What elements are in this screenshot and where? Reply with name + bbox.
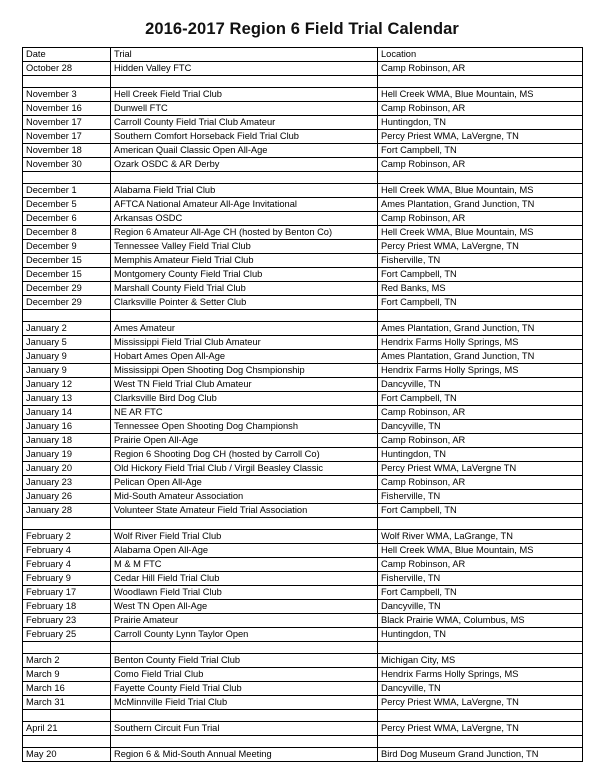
table-row (23, 558, 583, 572)
spacer-cell-date (23, 518, 111, 530)
table-row (23, 322, 583, 336)
cell-location: Huntingdon, TN (378, 448, 583, 462)
column-header-location: Location (378, 48, 583, 62)
table-row (23, 88, 583, 102)
cell-location: Fort Campbell, TN (378, 586, 583, 600)
table-row (23, 406, 583, 420)
cell-location: Red Banks, MS (378, 282, 583, 296)
table-row (23, 696, 583, 710)
cell-location: Fort Campbell, TN (378, 268, 583, 282)
table-row (23, 378, 583, 392)
cell-location: Wolf River WMA, LaGrange, TN (378, 530, 583, 544)
cell-location: Hendrix Farms Holly Springs, MS (378, 668, 583, 682)
cell-location: Hell Creek WMA, Blue Mountain, MS (378, 544, 583, 558)
cell-location: Camp Robinson, AR (378, 158, 583, 172)
cell-location: Fort Campbell, TN (378, 296, 583, 310)
table-row (23, 198, 583, 212)
cell-trial: Hidden Valley FTC (111, 62, 378, 76)
spacer-cell-location (378, 76, 583, 88)
cell-location: Hendrix Farms Holly Springs, MS (378, 336, 583, 350)
table-row (23, 544, 583, 558)
cell-date: January 16 (23, 420, 111, 434)
table-row (23, 350, 583, 364)
cell-date: December 29 (23, 282, 111, 296)
table-row (23, 240, 583, 254)
cell-date: November 17 (23, 116, 111, 130)
cell-location: Camp Robinson, AR (378, 406, 583, 420)
cell-location: Huntingdon, TN (378, 116, 583, 130)
cell-trial: Wolf River Field Trial Club (111, 530, 378, 544)
cell-date: January 23 (23, 476, 111, 490)
month-spacer-row (23, 310, 583, 322)
spacer-cell-trial (111, 518, 378, 530)
cell-date: February 23 (23, 614, 111, 628)
cell-trial: Carroll County Lynn Taylor Open (111, 628, 378, 642)
cell-trial: Region 6 & Mid-South Annual Meeting (111, 748, 378, 762)
table-row (23, 144, 583, 158)
spacer-cell-trial (111, 172, 378, 184)
cell-date: May 20 (23, 748, 111, 762)
cell-trial: Memphis Amateur Field Trial Club (111, 254, 378, 268)
spacer-cell-location (378, 710, 583, 722)
cell-location: Dancyville, TN (378, 378, 583, 392)
cell-trial: Fayette County Field Trial Club (111, 682, 378, 696)
month-spacer-row (23, 76, 583, 88)
cell-location: Percy Priest WMA, LaVergne, TN (378, 696, 583, 710)
cell-trial: Montgomery County Field Trial Club (111, 268, 378, 282)
cell-location: Dancyville, TN (378, 420, 583, 434)
cell-location: Camp Robinson, AR (378, 102, 583, 116)
cell-trial: Region 6 Shooting Dog CH (hosted by Carroll Co) (111, 448, 378, 462)
cell-date: January 26 (23, 490, 111, 504)
cell-trial: Mississippi Field Trial Club Amateur (111, 336, 378, 350)
cell-location: Fort Campbell, TN (378, 392, 583, 406)
table-row (23, 682, 583, 696)
table-row (23, 490, 583, 504)
spacer-cell-date (23, 710, 111, 722)
cell-trial: McMinnville Field Trial Club (111, 696, 378, 710)
cell-date: January 9 (23, 364, 111, 378)
spacer-cell-location (378, 310, 583, 322)
cell-location: Camp Robinson, AR (378, 212, 583, 226)
cell-location: Bird Dog Museum Grand Junction, TN (378, 748, 583, 762)
table-row (23, 364, 583, 378)
table-row (23, 448, 583, 462)
table-row (23, 462, 583, 476)
table-row (23, 420, 583, 434)
cell-location: Hell Creek WMA, Blue Mountain, MS (378, 88, 583, 102)
cell-date: October 28 (23, 62, 111, 76)
cell-date: December 29 (23, 296, 111, 310)
cell-location: Fort Campbell, TN (378, 504, 583, 518)
cell-location: Ames Plantation, Grand Junction, TN (378, 198, 583, 212)
spacer-cell-date (23, 76, 111, 88)
cell-date: February 4 (23, 544, 111, 558)
cell-trial: Carroll County Field Trial Club Amateur (111, 116, 378, 130)
cell-date: January 2 (23, 322, 111, 336)
table-row (23, 572, 583, 586)
cell-date: February 18 (23, 600, 111, 614)
column-header-date: Date (23, 48, 111, 62)
cell-location: Hendrix Farms Holly Springs, MS (378, 364, 583, 378)
month-spacer-row (23, 518, 583, 530)
table-row (23, 296, 583, 310)
cell-date: December 8 (23, 226, 111, 240)
column-header-trial: Trial (111, 48, 378, 62)
month-spacer-row (23, 710, 583, 722)
cell-location: Fisherville, TN (378, 254, 583, 268)
cell-date: January 13 (23, 392, 111, 406)
cell-trial: Ames Amateur (111, 322, 378, 336)
cell-trial: West TN Open All-Age (111, 600, 378, 614)
cell-location: Ames Plantation, Grand Junction, TN (378, 322, 583, 336)
cell-trial: Ozark OSDC & AR Derby (111, 158, 378, 172)
table-row (23, 504, 583, 518)
calendar-table-container (22, 47, 582, 762)
table-header-row (23, 48, 583, 62)
cell-date: March 2 (23, 654, 111, 668)
cell-trial: Como Field Trial Club (111, 668, 378, 682)
cell-trial: American Quail Classic Open All-Age (111, 144, 378, 158)
cell-trial: AFTCA National Amateur All-Age Invitational (111, 198, 378, 212)
cell-location: Hell Creek WMA, Blue Mountain, MS (378, 184, 583, 198)
cell-location: Fort Campbell, TN (378, 144, 583, 158)
table-row (23, 116, 583, 130)
cell-date: January 28 (23, 504, 111, 518)
cell-date: February 2 (23, 530, 111, 544)
cell-date: January 9 (23, 350, 111, 364)
cell-date: January 5 (23, 336, 111, 350)
cell-location: Michigan City, MS (378, 654, 583, 668)
table-row (23, 102, 583, 116)
month-spacer-row (23, 736, 583, 748)
table-row (23, 434, 583, 448)
cell-date: March 9 (23, 668, 111, 682)
cell-location: Dancyville, TN (378, 600, 583, 614)
cell-location: Fisherville, TN (378, 490, 583, 504)
cell-location: Percy Priest WMA, LaVergne TN (378, 462, 583, 476)
cell-date: January 18 (23, 434, 111, 448)
cell-date: February 25 (23, 628, 111, 642)
table-row (23, 628, 583, 642)
table-row (23, 392, 583, 406)
cell-trial: Benton County Field Trial Club (111, 654, 378, 668)
spacer-cell-trial (111, 642, 378, 654)
cell-location: Hell Creek WMA, Blue Mountain, MS (378, 226, 583, 240)
table-row (23, 668, 583, 682)
cell-date: November 30 (23, 158, 111, 172)
table-row (23, 62, 583, 76)
cell-date: March 31 (23, 696, 111, 710)
cell-location: Percy Priest WMA, LaVergne, TN (378, 240, 583, 254)
cell-trial: Prairie Open All-Age (111, 434, 378, 448)
cell-location: Camp Robinson, AR (378, 434, 583, 448)
cell-location: Black Prairie WMA, Columbus, MS (378, 614, 583, 628)
cell-trial: Arkansas OSDC (111, 212, 378, 226)
cell-date: April 21 (23, 722, 111, 736)
spacer-cell-date (23, 736, 111, 748)
month-spacer-row (23, 172, 583, 184)
table-row (23, 130, 583, 144)
cell-date: February 4 (23, 558, 111, 572)
cell-date: January 14 (23, 406, 111, 420)
cell-trial: Region 6 Amateur All-Age CH (hosted by Benton Co) (111, 226, 378, 240)
table-row (23, 476, 583, 490)
cell-date: December 6 (23, 212, 111, 226)
spacer-cell-trial (111, 710, 378, 722)
cell-date: November 18 (23, 144, 111, 158)
spacer-cell-location (378, 736, 583, 748)
cell-date: November 16 (23, 102, 111, 116)
spacer-cell-trial (111, 76, 378, 88)
spacer-cell-trial (111, 310, 378, 322)
table-row (23, 158, 583, 172)
table-row (23, 654, 583, 668)
cell-trial: Marshall County Field Trial Club (111, 282, 378, 296)
cell-trial: Dunwell FTC (111, 102, 378, 116)
table-row (23, 614, 583, 628)
table-row (23, 282, 583, 296)
spacer-cell-date (23, 642, 111, 654)
cell-location: Camp Robinson, AR (378, 62, 583, 76)
cell-date: November 17 (23, 130, 111, 144)
cell-trial: Clarksville Pointer & Setter Club (111, 296, 378, 310)
cell-date: November 3 (23, 88, 111, 102)
table-row (23, 586, 583, 600)
cell-trial: Hell Creek Field Trial Club (111, 88, 378, 102)
cell-trial: Hobart Ames Open All-Age (111, 350, 378, 364)
cell-location: Camp Robinson, AR (378, 558, 583, 572)
cell-date: January 20 (23, 462, 111, 476)
cell-date: March 16 (23, 682, 111, 696)
table-row (23, 722, 583, 736)
cell-trial: Southern Comfort Horseback Field Trial Club (111, 130, 378, 144)
spacer-cell-date (23, 310, 111, 322)
table-row (23, 254, 583, 268)
cell-trial: Mississippi Open Shooting Dog Chsmpionship (111, 364, 378, 378)
spacer-cell-location (378, 172, 583, 184)
spacer-cell-location (378, 518, 583, 530)
table-row (23, 748, 583, 762)
cell-date: February 17 (23, 586, 111, 600)
cell-date: February 9 (23, 572, 111, 586)
spacer-cell-location (378, 642, 583, 654)
cell-trial: Alabama Open All-Age (111, 544, 378, 558)
table-row (23, 268, 583, 282)
cell-date: December 1 (23, 184, 111, 198)
cell-trial: Cedar Hill Field Trial Club (111, 572, 378, 586)
cell-location: Dancyville, TN (378, 682, 583, 696)
cell-location: Fisherville, TN (378, 572, 583, 586)
cell-trial: Clarksville Bird Dog Club (111, 392, 378, 406)
table-row (23, 184, 583, 198)
cell-trial: Mid-South Amateur Association (111, 490, 378, 504)
cell-trial: Tennessee Valley Field Trial Club (111, 240, 378, 254)
cell-trial: Old Hickory Field Trial Club / Virgil Beasley Classic (111, 462, 378, 476)
cell-trial: Pelican Open All-Age (111, 476, 378, 490)
spacer-cell-trial (111, 736, 378, 748)
table-row (23, 226, 583, 240)
cell-trial: Woodlawn Field Trial Club (111, 586, 378, 600)
cell-trial: Prairie Amateur (111, 614, 378, 628)
cell-trial: Southern Circuit Fun Trial (111, 722, 378, 736)
cell-location: Ames Plantation, Grand Junction, TN (378, 350, 583, 364)
cell-date: January 12 (23, 378, 111, 392)
cell-location: Huntingdon, TN (378, 628, 583, 642)
cell-trial: Tennessee Open Shooting Dog Championsh (111, 420, 378, 434)
cell-trial: Volunteer State Amateur Field Trial Association (111, 504, 378, 518)
cell-trial: Alabama Field Trial Club (111, 184, 378, 198)
cell-date: January 19 (23, 448, 111, 462)
cell-date: December 5 (23, 198, 111, 212)
cell-location: Percy Priest WMA, LaVergne, TN (378, 722, 583, 736)
table-body (23, 62, 583, 762)
table-row (23, 212, 583, 226)
field-trial-calendar-table (22, 47, 583, 762)
cell-trial: M & M FTC (111, 558, 378, 572)
cell-trial: NE AR FTC (111, 406, 378, 420)
month-spacer-row (23, 642, 583, 654)
table-header (23, 48, 583, 62)
page-title: 2016-2017 Region 6 Field Trial Calendar (145, 20, 459, 38)
cell-date: December 9 (23, 240, 111, 254)
cell-trial: West TN Field Trial Club Amateur (111, 378, 378, 392)
cell-date: December 15 (23, 254, 111, 268)
cell-location: Camp Robinson, AR (378, 476, 583, 490)
spacer-cell-date (23, 172, 111, 184)
cell-date: December 15 (23, 268, 111, 282)
table-row (23, 336, 583, 350)
cell-location: Percy Priest WMA, LaVergne, TN (378, 130, 583, 144)
table-row (23, 530, 583, 544)
table-row (23, 600, 583, 614)
